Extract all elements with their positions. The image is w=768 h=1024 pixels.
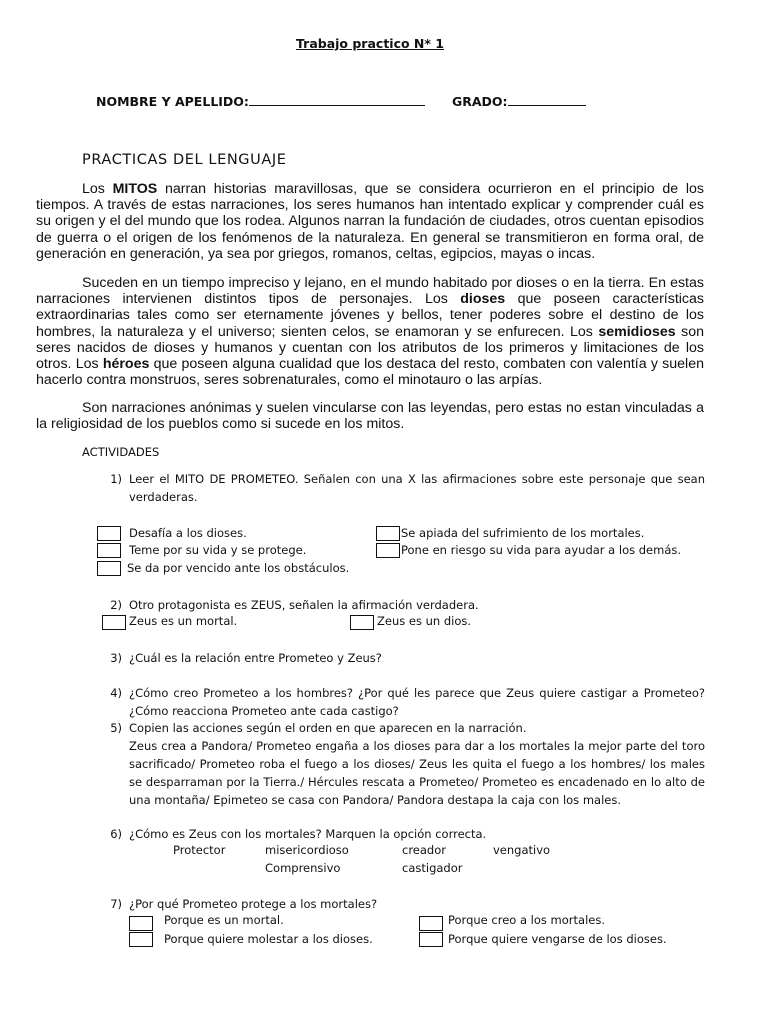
question-text: ¿Cómo creo Prometeo a los hombres? ¿Por qué les parece que Zeus quiere castigar a Prometeo? ¿Cómo reacciona Prometeo ante cada castigo? [129, 686, 705, 718]
paragraph-personajes: Suceden en un tiempo impreciso y lejano, en el mundo habitado por dioses o en la tierra. En estas narraciones intervienen distintos tipos de personajes. Los dioses que poseen características extraordinarias tales como ser eternamente jóvenes y bellos, tener poderes sobre el destino de los hombres, la naturaleza y el universo; sienten celos, se enamoran y se enfurecen. Los semidioses son seres nacidos de dioses y humanos y cuentan con los atributos de los primeros y limitaciones de los otros. Los héroes que poseen alguna cualidad que los destaca del resto, combaten con valentía y suelen hacerlo contra monstruos, seres sobrenaturales, como el minotauro o las arpías. [36, 275, 705, 389]
checkbox-desafia[interactable] [97, 526, 121, 541]
checkbox-se-da-por-vencido[interactable] [97, 561, 121, 576]
checkbox-teme[interactable] [97, 543, 121, 558]
option-castigador[interactable]: castigador [402, 861, 463, 875]
paragraph-leyendas: Son narraciones anónimas y suelen vincularse con las leyendas, pero estas no estan vinculadas a la religiosidad de los pueblos como si sucede en los mitos. [36, 400, 704, 433]
option-label: Zeus es un mortal. [129, 614, 238, 628]
option-label: Se apiada del sufrimiento de los mortales. [401, 526, 645, 540]
checkbox-es-un-mortal[interactable] [129, 916, 153, 931]
question-number: 1) [110, 472, 122, 486]
checkbox-zeus-mortal[interactable] [102, 615, 126, 630]
option-label: Porque creo a los mortales. [448, 913, 605, 927]
question-text: ¿Cómo es Zeus con los mortales? Marquen la opción correcta. [129, 827, 487, 841]
option-label: Se da por vencido ante los obstáculos. [127, 561, 350, 575]
option-label: Zeus es un dios. [377, 614, 472, 628]
question-5-actions: Zeus crea a Pandora/ Prometeo engaña a los dioses para dar a los mortales la mejor parte del toro sacrificado/ Prometeo roba el fuego a los dioses/ Zeus les quita el fuego a los hombres/ los males se desparraman por la Tierra./ Hércules rescata a Prometeo/ Prometeo es encadenado en lo alto de una montaña/ Epimeteo se casa con Pandora/ Pandora destapa la caja con los males. [129, 739, 705, 807]
option-comprensivo[interactable]: Comprensivo [265, 861, 341, 875]
option-creador[interactable]: creador [402, 843, 446, 857]
checkbox-creo-a-los-mortales[interactable] [419, 916, 443, 931]
question-1 [100, 470, 710, 504]
grade-blank[interactable] [508, 93, 586, 106]
question-number: 3) [110, 651, 122, 665]
checkbox-vengarse-dioses[interactable] [419, 932, 443, 947]
question-number: 4) [110, 686, 122, 700]
name-blank[interactable] [249, 93, 425, 106]
option-label: Teme por su vida y se protege. [129, 543, 307, 557]
question-number: 2) [110, 598, 122, 612]
question-text: ¿Por qué Prometeo protege a los mortales? [129, 897, 378, 911]
option-label: Porque quiere molestar a los dioses. [164, 932, 373, 946]
question-5 [100, 719, 710, 737]
checkbox-zeus-dios[interactable] [350, 615, 374, 630]
question-7 [100, 895, 710, 913]
activities-title: ACTIVIDADES [82, 445, 160, 459]
option-vengativo[interactable]: vengativo [493, 843, 551, 857]
question-text: ¿Cuál es la relación entre Prometeo y Zeus? [129, 651, 382, 665]
checkbox-pone-en-riesgo[interactable] [376, 543, 400, 558]
option-label: Desafía a los dioses. [129, 526, 247, 540]
question-text: Copien las acciones según el orden en que aparecen en la narración. [129, 721, 527, 735]
grade-label: GRADO: [452, 94, 508, 109]
paragraph-mitos: Los MITOS narran historias maravillosas, que se considera ocurrieron en el principio de los tiempos. A través de estas narraciones, los seres humanos han intentado explicar y comprender cuál es su origen y el del mundo que los rodea. Algunos narran la fundación de ciudades, otros cuentan episodios de guerra o el origen de los fenómenos de la naturaleza. En general se transmitieron en forma oral, de generación en generación, ya sea por griegos, romanos, celtas, egipcios, mayas o incas. [36, 181, 704, 262]
checkbox-se-apiada[interactable] [376, 526, 400, 541]
option-label: Pone en riesgo su vida para ayudar a los demás. [401, 543, 682, 557]
grade-field[interactable] [452, 93, 586, 109]
page-title: Trabajo practico N* 1 [296, 36, 444, 51]
question-number: 7) [110, 897, 122, 911]
question-number: 6) [110, 827, 122, 841]
question-6 [100, 825, 710, 843]
question-4 [100, 684, 710, 718]
option-misericordioso[interactable]: misericordioso [265, 843, 349, 857]
option-protector[interactable]: Protector [173, 843, 226, 857]
checkbox-molestar-dioses[interactable] [129, 932, 153, 947]
question-2 [100, 596, 710, 614]
question-3 [100, 649, 710, 667]
question-text: Otro protagonista es ZEUS, señalen la afirmación verdadera. [129, 598, 479, 612]
option-label: Porque quiere vengarse de los dioses. [448, 932, 667, 946]
question-text: Leer el MITO DE PROMETEO. Señalen con una X las afirmaciones sobre este personaje que sean verdaderas. [129, 472, 705, 504]
section-title: PRACTICAS DEL LENGUAJE [82, 152, 287, 168]
option-label: Porque es un mortal. [164, 913, 284, 927]
question-number: 5) [110, 721, 122, 735]
name-label: NOMBRE Y APELLIDO: [96, 94, 249, 109]
name-field[interactable] [96, 93, 425, 109]
